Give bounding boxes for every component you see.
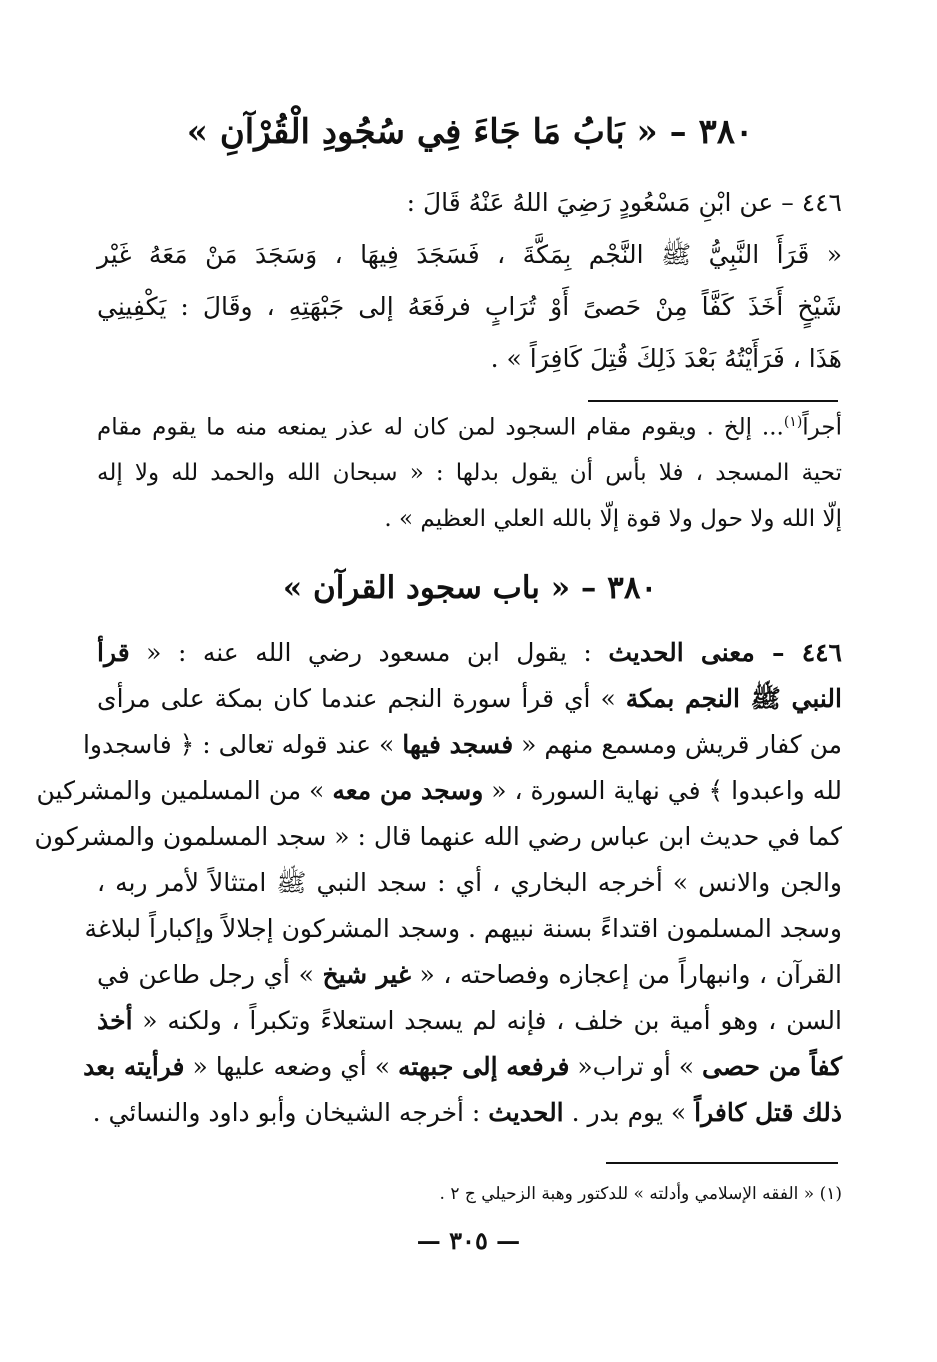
quoted-bold-text: النبي ﷺ النجم بمكة [625, 684, 842, 713]
continuation-start: أجراً [802, 414, 842, 441]
continuation-line-3: إلّا الله ولا حول ولا قوة إلّا بالله العلي العظيم » . [384, 506, 842, 532]
footnote: (١) « الفقه الإسلامي وأدلته » للدكتور وهبة الزحيلي ج ٢ . [439, 1184, 842, 1204]
quoted-bold-text: غير شيخ [322, 960, 411, 989]
quoted-bold-text: كفاً من حصى [702, 1052, 842, 1081]
commentary-line-1 [97, 638, 842, 668]
hadith-line-2: « قَرَأَ النَّبِيُّ ﷺ النَّجْم بِمَكَّةَ ، فَسَجَدَ فِيهَا ، وَسَجَدَ مَنْ مَعَهُ غَيْر [97, 240, 842, 269]
commentary-text: السن ، وهو أمية بن خلف ، فإنه لم يسجد استعلاءً وتكبراً ، ولكنه « [132, 1006, 842, 1035]
commentary-text: » يوم بدر . [563, 1098, 695, 1127]
commentary-line-2 [97, 684, 842, 714]
commentary-line-3 [82, 730, 842, 760]
commentary-text: القرآن ، وانبهاراً من إعجازه وفصاحته ، « [410, 960, 842, 989]
quoted-bold-text: ذلك قتل كافراً [694, 1098, 842, 1127]
commentary-text: » من المسلمين والمشركين [36, 776, 333, 805]
hadith-label: الحديث [488, 1098, 564, 1127]
commentary-line-4 [36, 776, 842, 806]
quoted-bold-text: فرأيته بعد [83, 1052, 185, 1081]
hadith-line-4: هَذَا ، فَرَأَيْتُهُ بَعْدَ ذَلِكَ قُتِلَ كَافِرَاً » . [490, 344, 842, 373]
commentary-text: » عند قوله تعالى : ﴿ فاسجدوا [82, 730, 403, 759]
commentary-line-10 [83, 1052, 842, 1082]
quoted-bold-text: وسجد من معه [332, 776, 484, 805]
page-number: — ٣٠٥ — [416, 1226, 521, 1255]
commentary-text: » أي رجل طاعن في [97, 960, 323, 989]
continuation-line-2: تحية المسجد ، فلا بأس أن يقول بدلها : « سبحان الله والحمد لله ولا إله [97, 460, 842, 486]
commentary-line-5: كما في حديث ابن عباس رضي الله عنهما قال : « سجد المسلمون والمشركون [34, 822, 842, 851]
footnote-rule [606, 1162, 838, 1164]
quoted-bold-text: فسجد فيها [402, 730, 514, 759]
hadith-line-3: شَيْخٍ أَخَذَ كَفَّاً مِنْ حَصىً أَوْ تُرَابٍ فرفَعَهُ إلى جَبْهَتِهِ ، وقَالَ : يَكْفِينِي [97, 292, 842, 321]
commentary-text: » أو تراب« [569, 1052, 703, 1081]
commentary-text: » أي قرأ سورة النجم عندما كان بمكة على مرأى [97, 684, 626, 713]
commentary-text: : أخرجه الشيخان وأبو داود والنسائي . [92, 1098, 489, 1127]
quoted-bold-text: أخذ [97, 1006, 133, 1035]
continuation-line-1 [97, 414, 842, 442]
commentary-text: من كفار قريش ومسمع منهم « [513, 730, 842, 759]
continuation-rest: ... إلخ . ويقوم مقام السجود لمن كان له عذر يمنعه منه ما يقوم مقام [97, 414, 784, 441]
commentary-line-11 [92, 1098, 842, 1128]
footnote-ref: (١) [783, 414, 803, 430]
chapter-title-commentary: ٣٨٠ – « باب سجود القرآن » [282, 570, 658, 606]
quoted-bold-text: فرفعه إلى جبهته [397, 1052, 570, 1081]
hadith-line-1: ٤٤٦ – عن ابْنِ مَسْعُودٍ رَضِيَ اللهُ عَنْهُ قَالَ : [406, 188, 842, 217]
commentary-text: لله واعبدوا ﴾ في نهاية السورة ، « [483, 776, 842, 805]
chapter-title-hadith: ٣٨٠ – « بَابُ مَا جَاءَ فِي سُجُودِ الْقُرْآنِ » [186, 112, 754, 152]
commentary-text: : يقول ابن مسعود رضي الله عنه : « [129, 638, 609, 667]
commentary-line-7: وسجد المسلمون اقتداءً بسنة نبيهم . وسجد المشركون إجلالاً وإكباراً لبلاغة [84, 914, 842, 943]
commentary-line-9 [97, 1006, 842, 1036]
commentary-line-8 [97, 960, 842, 990]
commentary-text: » أي وضعه عليها « [184, 1052, 398, 1081]
separator-rule [588, 400, 838, 402]
quoted-bold-text: قرأ [97, 638, 130, 667]
hadith-meaning-heading: ٤٤٦ – معنى الحديث [608, 638, 842, 667]
commentary-line-6: والجن والانس » أخرجه البخاري ، أي : سجد النبي ﷺ امتثالاً لأمر ربه ، [97, 868, 842, 897]
